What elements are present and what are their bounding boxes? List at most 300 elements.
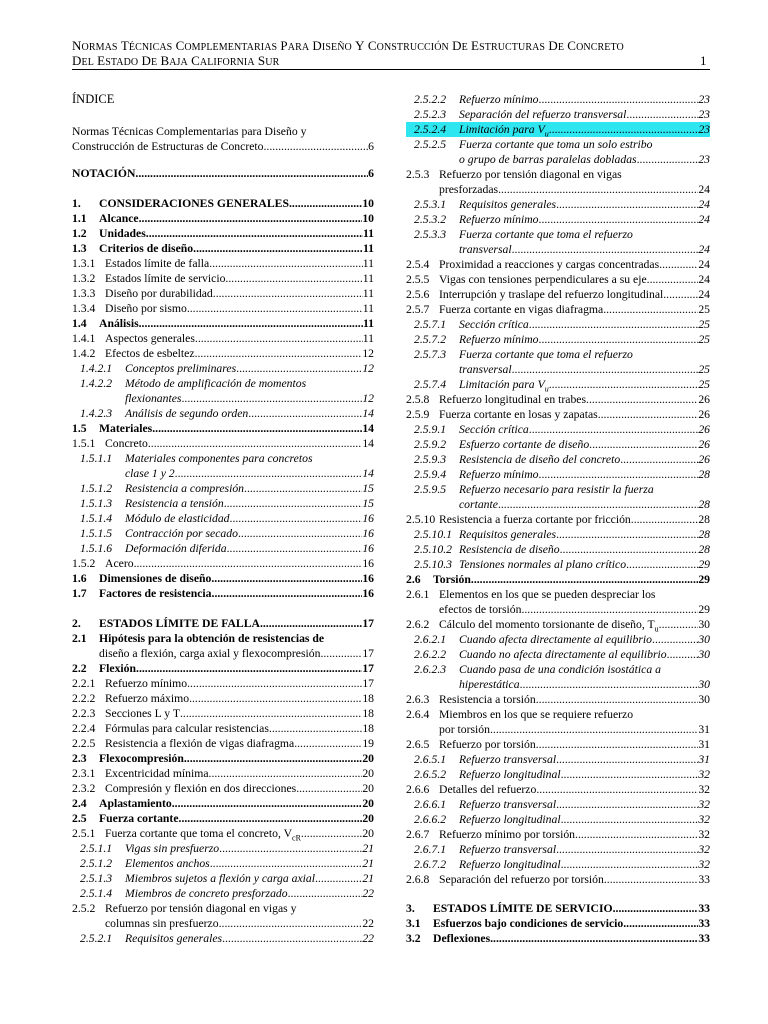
toc-page-number: 15: [362, 497, 374, 510]
toc-entry-1-4-2[interactable]: [72, 346, 374, 361]
toc-entry-title-text: Vigas sin presfuerzo: [125, 842, 220, 855]
index-title: ÍNDICE: [72, 92, 115, 106]
toc-entry-title-text: Refuerzo mínimo: [459, 213, 539, 226]
toc-entry-2-2-5[interactable]: [72, 736, 374, 751]
toc-page-number: 28: [698, 528, 710, 541]
toc-dot-leader: [539, 92, 699, 107]
toc-entry-title-text: Aspectos generales: [105, 332, 195, 345]
toc-entry-2-6-2-2[interactable]: [406, 647, 710, 662]
toc-entry-number: 2.5.9.4: [414, 468, 447, 481]
toc-entry-title: [459, 797, 556, 812]
toc-entry-title: [105, 271, 225, 286]
toc-page-number: 30: [698, 648, 710, 661]
toc-dot-leader: [659, 257, 698, 272]
toc-entry-title: [125, 931, 222, 946]
toc-entry-title: [439, 182, 498, 197]
toc-entry-2-6-5-1[interactable]: [406, 752, 710, 767]
toc-entry-title: [99, 241, 193, 256]
toc-entry-continuation[interactable]: [406, 722, 710, 737]
toc-entry-number: 2.5.2.1: [80, 932, 113, 945]
toc-entry-number: 2.6.7.2: [414, 858, 447, 871]
toc-entry-number: 2.1: [72, 632, 87, 645]
toc-entry-2-5-9-1[interactable]: [406, 422, 710, 437]
toc-entry-number: 2.6.6.2: [414, 813, 447, 826]
toc-dot-leader: [296, 781, 362, 796]
toc-dot-leader: [498, 497, 698, 512]
toc-entry-2-5-10[interactable]: [406, 512, 710, 527]
toc-entry-1-5-1-5[interactable]: [72, 526, 374, 541]
toc-page-number: 31: [698, 738, 710, 751]
toc-entry-2-6-8[interactable]: [406, 872, 710, 887]
toc-entry-2-5-6[interactable]: [406, 287, 710, 302]
toc-page-number: 17: [362, 617, 374, 630]
toc-entry-title-text: Compresión y flexión en dos direcciones: [105, 782, 297, 795]
toc-entry-title: [99, 211, 139, 226]
toc-entry-title: [125, 871, 315, 886]
toc-entry-title-text: Estados límite de servicio: [105, 272, 226, 285]
toc-entry-2-2-3[interactable]: [72, 706, 374, 721]
toc-entry-continuation[interactable]: [72, 646, 374, 661]
toc-page-number: 25: [698, 378, 710, 391]
toc-dot-leader: [561, 812, 699, 827]
toc-entry-1-5-2[interactable]: [72, 556, 374, 571]
toc-entry-number: 2.5.2.2: [414, 93, 447, 106]
toc-dot-leader: [529, 422, 699, 437]
toc-entry-title: [125, 376, 306, 391]
toc-entry-continuation[interactable]: [406, 497, 710, 512]
toc-entry-title-text: Refuerzo longitudinal: [459, 858, 561, 871]
toc-entry-subscript: u: [544, 129, 549, 139]
toc-entry-number: 2.5.9: [406, 408, 430, 421]
toc-entry-continuation[interactable]: [72, 466, 374, 481]
toc-dot-leader: [289, 196, 362, 211]
toc-entry-1-4[interactable]: [72, 316, 374, 331]
toc-dot-leader: [209, 766, 363, 781]
toc-entry-title: [459, 812, 561, 827]
toc-entry-2-5-9-5[interactable]: [406, 482, 710, 497]
toc-dot-leader: [536, 692, 699, 707]
toc-page-number: 23: [698, 108, 710, 121]
toc-page-number: 17: [362, 647, 374, 660]
toc-entry-2-5-7[interactable]: [406, 302, 710, 317]
toc-entry-title: [439, 782, 536, 797]
toc-entry-title: [99, 316, 139, 331]
toc-entry-title: [105, 766, 209, 781]
toc-page-number: 30: [698, 693, 710, 706]
toc-dot-leader: [512, 362, 699, 377]
toc-entry-number: 3.1: [406, 917, 421, 930]
toc-page-number: 32: [698, 798, 710, 811]
toc-entry-2-5-2-2[interactable]: [406, 92, 710, 107]
toc-entry-number: 1.4.1: [72, 332, 96, 345]
toc-entry-number: 1.5.1.1: [80, 452, 113, 465]
toc-page-number: 20: [362, 797, 374, 810]
toc-entry-title-text: o grupo de barras paralelas dobladas: [459, 153, 637, 166]
toc-page-number: 32: [698, 813, 710, 826]
toc-entry-1-4-2-1[interactable]: [72, 361, 374, 376]
toc-entry-title: [459, 497, 498, 512]
toc-entry-title: [459, 632, 652, 647]
toc-entry-3-2[interactable]: [406, 931, 710, 946]
toc-entry-2-4[interactable]: [72, 796, 374, 811]
toc-entry-title: [459, 557, 626, 572]
toc-entry-2-6-7-1[interactable]: [406, 842, 710, 857]
toc-entry-continuation[interactable]: [72, 916, 374, 931]
toc-entry-continuation[interactable]: [406, 602, 710, 617]
toc-entry-2-5-2[interactable]: [72, 901, 374, 916]
toc-entry-title-text: Estados límite de falla: [105, 257, 210, 270]
toc-entry-1-4-1[interactable]: [72, 331, 374, 346]
toc-entry-title-text: Refuerzo necesario para resistir la fuerza: [459, 483, 654, 496]
toc-entry-number: 2.3: [72, 752, 87, 765]
toc-page-number: 22: [362, 917, 374, 930]
toc-page-number: 11: [362, 287, 374, 300]
toc-dot-leader: [195, 331, 363, 346]
toc-entry-2-6-2-3[interactable]: [406, 662, 710, 677]
toc-entry-number: 2.5.3.2: [414, 213, 447, 226]
toc-entry-title-text: Fuerza cortante en vigas diafragma: [439, 303, 604, 316]
toc-entry-number: 1.4.2.2: [80, 377, 113, 390]
toc-entry-title: [99, 226, 146, 241]
toc-entry-number: 2.6.8: [406, 873, 430, 886]
toc-entry-1-3-1[interactable]: [72, 256, 374, 271]
toc-entry-title-text: Deformación diferida: [125, 542, 227, 555]
toc-entry-2-2-2[interactable]: [72, 691, 374, 706]
toc-page-number: 25: [698, 318, 710, 331]
toc-entry-number: 2.5.10.2: [414, 543, 452, 556]
toc-entry-1-3-3[interactable]: [72, 286, 374, 301]
toc-page-number: 28: [698, 468, 710, 481]
toc-page-number: 10: [362, 212, 374, 225]
toc-entry-title-text: Efectos de esbeltez: [105, 347, 195, 360]
toc-page-number: 10: [362, 197, 374, 210]
running-header-line-2: DEL ESTADO DE BAJA CALIFORNIA SUR: [72, 53, 280, 68]
toc-entry-2-3-2[interactable]: [72, 781, 374, 796]
toc-entry-number: 2.6.3: [406, 693, 430, 706]
toc-entry-2-6-3[interactable]: [406, 692, 710, 707]
toc-entry-2-6-2[interactable]: [406, 617, 710, 632]
toc-dot-leader: [620, 452, 698, 467]
toc-entry-number: 2.3.1: [72, 767, 96, 780]
toc-entry-number: 1.7: [72, 587, 87, 600]
toc-page-number: 28: [698, 513, 710, 526]
toc-page-number: 20: [362, 782, 374, 795]
toc-entry-title-text: Módulo de elasticidad: [125, 512, 230, 525]
toc-entry-number: 2.5.9.2: [414, 438, 447, 451]
toc-page-number: 12: [362, 362, 374, 375]
toc-dot-leader: [603, 302, 698, 317]
toc-entry-title: [105, 901, 297, 916]
toc-dot-leader: [637, 152, 699, 167]
toc-entry-2-5-3-3[interactable]: [406, 227, 710, 242]
toc-entry-title-text: Conceptos preliminares: [125, 362, 237, 375]
toc-entry-title: [459, 92, 539, 107]
toc-entry-number: 1.3.3: [72, 287, 96, 300]
toc-entry-2-5-2-5[interactable]: [406, 137, 710, 152]
toc-entry-title: [459, 452, 620, 467]
toc-entry-1-4-2-2[interactable]: [72, 376, 374, 391]
toc-page-number: 18: [362, 722, 374, 735]
toc-entry-2-6-7-2[interactable]: [406, 857, 710, 872]
toc-entry-2-5-2-3[interactable]: [406, 107, 710, 122]
toc-entry-continuation[interactable]: [72, 166, 374, 181]
toc-dot-leader: [172, 796, 363, 811]
toc-page-number: 14: [362, 437, 374, 450]
toc-entry-title-text: Método de amplificación de momentos: [125, 377, 307, 390]
toc-entry-title-text: Detalles del refuerzo: [439, 783, 537, 796]
toc-entry-number: 2.6.5.1: [414, 753, 447, 766]
toc-entry-2-6-6[interactable]: [406, 782, 710, 797]
toc-entry-number: 2.5.7.2: [414, 333, 447, 346]
toc-entry-number: 3.: [406, 902, 415, 915]
toc-page-number: 22: [362, 932, 374, 945]
toc-entry-1-2[interactable]: [72, 226, 374, 241]
toc-entry-title: [105, 556, 134, 571]
toc-entry-number: 2.2.3: [72, 707, 96, 720]
toc-entry-2-5-9-3[interactable]: [406, 452, 710, 467]
toc-entry-2-6-1[interactable]: [406, 587, 710, 602]
toc-page-number: 15: [362, 482, 374, 495]
toc-entry-1-5-1-6[interactable]: [72, 541, 374, 556]
toc-entry-continuation[interactable]: [72, 391, 374, 406]
toc-entry-title: [105, 436, 148, 451]
toc-entry-2-5-1-3[interactable]: [72, 871, 374, 886]
toc-entry-2-5[interactable]: [72, 811, 374, 826]
toc-entry-2-1[interactable]: [72, 631, 374, 646]
toc-entry-2-5-7-3[interactable]: [406, 347, 710, 362]
toc-entry-number: 1.5.1.5: [80, 527, 113, 540]
toc-entry-2-6-6-2[interactable]: [406, 812, 710, 827]
toc-entry-number: 2.5.2: [72, 902, 96, 915]
toc-entry-2-5-1[interactable]: [72, 826, 374, 841]
toc-entry-title-text: Cuando no afecta directamente al equilibrio: [459, 648, 667, 661]
toc-entry-2-2-1[interactable]: [72, 676, 374, 691]
toc-entry-number: 2.5.2.3: [414, 108, 447, 121]
toc-entry-number: 1.5.1.3: [80, 497, 113, 510]
toc-entry-2-2-4[interactable]: [72, 721, 374, 736]
toc-dot-leader: [210, 856, 363, 871]
toc-entry-title: [459, 332, 539, 347]
toc-entry-title-text: Torsión: [433, 573, 471, 586]
toc-page-number: 32: [698, 843, 710, 856]
toc-entry-title-text: Factores de resistencia: [99, 587, 212, 600]
toc-dot-leader: [222, 931, 362, 946]
toc-dot-leader: [560, 542, 699, 557]
toc-entry-title: [439, 737, 536, 752]
toc-entry-1-3-4[interactable]: [72, 301, 374, 316]
toc-entry-1-7[interactable]: [72, 586, 374, 601]
toc-entry-title: [459, 647, 667, 662]
toc-dot-leader: [238, 526, 362, 541]
toc-entry-number: 1.: [72, 197, 81, 210]
toc-entry-3[interactable]: [406, 901, 710, 916]
toc-entry-2-6-6-1[interactable]: [406, 797, 710, 812]
toc-entry-number: 2.5.9.5: [414, 483, 447, 496]
toc-dot-leader: [498, 182, 698, 197]
toc-entry-number: 1.5.1.6: [80, 542, 113, 555]
toc-entry-1-5-1-2[interactable]: [72, 481, 374, 496]
toc-entry-title-text: Hipótesis para la obtención de resistencias de: [99, 632, 325, 645]
toc-entry-title: [105, 721, 269, 736]
toc-dot-leader: [181, 391, 362, 406]
toc-entry-number: 1.2: [72, 227, 87, 240]
toc-entry-number: 2.: [72, 617, 81, 630]
toc-entry-title-text: Resistencia de diseño: [459, 543, 560, 556]
toc-entry-title-text: Refuerzo mínimo: [459, 333, 539, 346]
toc-entry-title: [439, 692, 536, 707]
toc-dot-leader: [556, 842, 698, 857]
toc-dot-leader: [589, 437, 698, 452]
toc-entry-2-5-3-1[interactable]: [406, 197, 710, 212]
toc-entry-title: [439, 512, 631, 527]
toc-entry-number: 2.5.2.4: [414, 123, 447, 136]
toc-entry-2-6[interactable]: [406, 572, 710, 587]
toc-dot-leader: [575, 827, 698, 842]
toc-dot-leader: [189, 691, 362, 706]
toc-entry-1-5-1[interactable]: [72, 436, 374, 451]
toc-page-number: 26: [698, 393, 710, 406]
toc-entry-title: [433, 572, 471, 587]
toc-entry-2-5-8[interactable]: [406, 392, 710, 407]
toc-entry-2-6-4[interactable]: [406, 707, 710, 722]
toc-entry-2-5-1-4[interactable]: [72, 886, 374, 901]
toc-entry-title: [439, 257, 659, 272]
toc-entry-title-text: diseño a flexión, carga axial y flexocompresión: [99, 647, 321, 660]
toc-entry-number: 2.6.2.1: [414, 633, 447, 646]
toc-dot-leader: [225, 271, 362, 286]
toc-dot-leader: [224, 496, 363, 511]
toc-entry-2-5-10-2[interactable]: [406, 542, 710, 557]
toc-entry-1-6[interactable]: [72, 571, 374, 586]
toc-entry-title-text: Refuerzo transversal: [459, 798, 557, 811]
toc-entry-title: [439, 827, 575, 842]
toc-entry-title: [459, 422, 529, 437]
toc-entry-2-5-9-2[interactable]: [406, 437, 710, 452]
toc-page-number: 23: [698, 93, 710, 106]
toc-entry-2-5-5[interactable]: [406, 272, 710, 287]
toc-dot-leader: [219, 916, 363, 931]
toc-entry-3-1[interactable]: [406, 916, 710, 931]
toc-entry-title: [105, 781, 296, 796]
toc-entry-2-5-2-4[interactable]: [406, 122, 710, 137]
toc-entry-2-6-7[interactable]: [406, 827, 710, 842]
toc-entry-number: 1.3: [72, 242, 87, 255]
toc-entry-2-5-4[interactable]: [406, 257, 710, 272]
toc-page-number: 18: [362, 692, 374, 705]
toc-entry-continuation[interactable]: [406, 362, 710, 377]
toc-entry-2-5-10-1[interactable]: [406, 527, 710, 542]
toc-entry-2-6-2-1[interactable]: [406, 632, 710, 647]
toc-entry-2-3-1[interactable]: [72, 766, 374, 781]
toc-entry-title: [105, 346, 195, 361]
toc-entry-number: 2.5.10: [406, 513, 436, 526]
toc-entry-continuation[interactable]: [406, 242, 710, 257]
toc-page-number: 24: [698, 198, 710, 211]
toc-entry-continuation[interactable]: [406, 182, 710, 197]
toc-entry-2-2[interactable]: [72, 661, 374, 676]
toc-entry-title: [99, 616, 260, 631]
toc-dot-leader: [667, 647, 699, 662]
toc-entry-2-6-5[interactable]: [406, 737, 710, 752]
toc-entry-2-5-7-1[interactable]: [406, 317, 710, 332]
toc-entry-number: 2.5.9.1: [414, 423, 447, 436]
toc-entry-title-text: Refuerzo longitudinal: [459, 813, 561, 826]
toc-entry-1-1[interactable]: [72, 211, 374, 226]
toc-entry-number: 2.5.7.3: [414, 348, 447, 361]
toc-entry-title: [99, 421, 152, 436]
toc-dot-leader: [212, 586, 363, 601]
toc-entry-2-5-7-4[interactable]: [406, 377, 710, 392]
toc-page-number: 28: [698, 543, 710, 556]
toc-entry-title-text: Miembros sujetos a flexión y carga axial: [125, 872, 315, 885]
toc-page-number: 18: [362, 707, 374, 720]
toc-entry-title-text: Materiales: [99, 422, 153, 435]
toc-entry-1[interactable]: [72, 196, 374, 211]
toc-entry-1-3[interactable]: [72, 241, 374, 256]
toc-entry-title-text: hiperestática: [459, 678, 520, 691]
toc-entry-continuation[interactable]: [406, 677, 710, 692]
toc-entry-title-text: Refuerzo mínimo por torsión: [439, 828, 576, 841]
toc-page-number: 16: [362, 572, 374, 585]
toc-dot-leader: [148, 436, 362, 451]
toc-dot-leader: [320, 646, 362, 661]
toc-entry-number: 2.2.2: [72, 692, 96, 705]
toc-entry-title: [125, 496, 224, 511]
toc-entry-number: 2.3.2: [72, 782, 96, 795]
toc-entry-2[interactable]: [72, 616, 374, 631]
toc-entry-2-5-10-3[interactable]: [406, 557, 710, 572]
toc-entry-title-text: Tensiones normales al plano crítico: [459, 558, 627, 571]
toc-dot-leader: [556, 797, 698, 812]
toc-entry-number: 2.2.5: [72, 737, 96, 750]
toc-dot-leader: [490, 722, 698, 737]
toc-entry-1-5-1-3[interactable]: [72, 496, 374, 511]
toc-entry-2-5-3-2[interactable]: [406, 212, 710, 227]
toc-entry-number: 2.6.7: [406, 828, 430, 841]
toc-entry-title-text: Fuerza cortante que toma un solo estribo: [459, 138, 653, 151]
toc-entry-number: 2.5.3.3: [414, 228, 447, 241]
toc-entry-number: 1.4.2.3: [80, 407, 113, 420]
toc-entry-continuation[interactable]: [406, 152, 710, 167]
toc-entry-2-3[interactable]: [72, 751, 374, 766]
toc-dot-leader: [561, 767, 699, 782]
toc-entry-number: 2.6.6.1: [414, 798, 447, 811]
toc-entry-1-5[interactable]: [72, 421, 374, 436]
toc-entry-2-5-9[interactable]: [406, 407, 710, 422]
toc-entry-1-5-1-4[interactable]: [72, 511, 374, 526]
toc-page-number: 6: [368, 167, 374, 180]
toc-entry-2-6-5-2[interactable]: [406, 767, 710, 782]
toc-dot-leader: [195, 346, 363, 361]
toc-page-number: 33: [698, 873, 710, 886]
toc-page-number: 14: [362, 467, 374, 480]
toc-entry-2-5-3[interactable]: [406, 167, 710, 182]
toc-entry-2-5-9-4[interactable]: [406, 467, 710, 482]
toc-entry-title-text: presforzadas: [439, 183, 499, 196]
toc-entry-1-3-2[interactable]: [72, 271, 374, 286]
toc-entry-2-5-7-2[interactable]: [406, 332, 710, 347]
toc-page-number: 16: [362, 557, 374, 570]
toc-entry-1-4-2-3[interactable]: [72, 406, 374, 421]
toc-entry-2-5-1-1[interactable]: [72, 841, 374, 856]
toc-dot-leader: [180, 706, 362, 721]
toc-entry-number: 1.4: [72, 317, 87, 330]
toc-entry-1-5-1-1[interactable]: [72, 451, 374, 466]
toc-entry-title: [439, 722, 490, 737]
toc-page-number: 16: [362, 527, 374, 540]
toc-entry-2-5-1-2[interactable]: [72, 856, 374, 871]
toc-entry-2-5-2-1[interactable]: [72, 931, 374, 946]
